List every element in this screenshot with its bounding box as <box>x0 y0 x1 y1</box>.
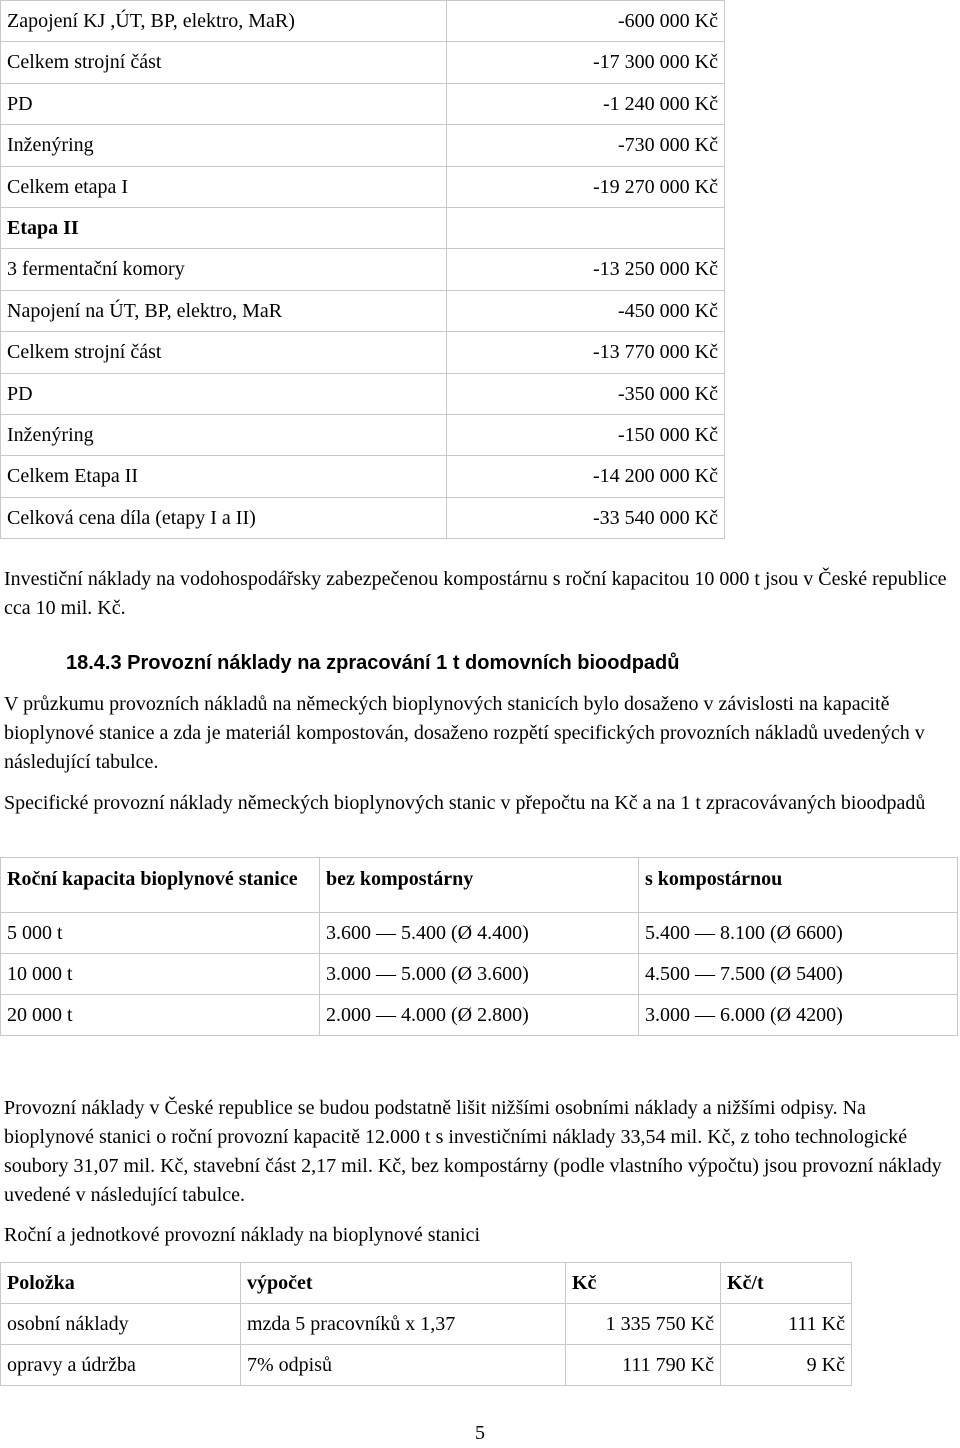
cost-item-label: Zapojení KJ ,ÚT, BP, elektro, MaR) <box>1 1 447 42</box>
header-czk: Kč <box>566 1263 721 1304</box>
cell-without: 3.600 — 5.400 (Ø 4.400) <box>320 913 639 954</box>
header-capacity: Roční kapacita bioplynové stanice <box>1 858 320 913</box>
cell-item: opravy a údržba <box>1 1345 241 1386</box>
table-row <box>1 995 958 1036</box>
cost-item-label: Celkem strojní část <box>1 332 447 373</box>
table-row <box>1 1 725 42</box>
cell-without: 3.000 — 5.000 (Ø 3.600) <box>320 954 639 995</box>
table-row <box>1 290 725 331</box>
table-header-row <box>1 858 958 913</box>
cost-item-value: -14 200 000 Kč <box>447 456 725 497</box>
table-row <box>1 125 725 166</box>
cost-item-label: PD <box>1 83 447 124</box>
table-row <box>1 414 725 455</box>
header-without-composting: bez kompostárny <box>320 858 639 913</box>
table-row <box>1 249 725 290</box>
cell-czk: 111 790 Kč <box>566 1345 721 1386</box>
specific-costs-table <box>0 857 958 1036</box>
cost-item-label: Inženýring <box>1 125 447 166</box>
cost-item-value <box>447 207 725 248</box>
cost-item-value: -13 770 000 Kč <box>447 332 725 373</box>
table-row <box>1 373 725 414</box>
page-number: 5 <box>475 1422 485 1444</box>
cost-item-value: -1 240 000 Kč <box>447 83 725 124</box>
cost-item-label: Celkem strojní část <box>1 42 447 83</box>
table-row <box>1 207 725 248</box>
section-heading: 18.4.3 Provozní náklady na zpracování 1 t domovních bioodpadů <box>66 652 680 674</box>
cost-item-value: -19 270 000 Kč <box>447 166 725 207</box>
table-row <box>1 954 958 995</box>
cell-czk: 1 335 750 Kč <box>566 1304 721 1345</box>
cost-item-value: -33 540 000 Kč <box>447 497 725 538</box>
cell-czk-per-t: 111 Kč <box>721 1304 852 1345</box>
table-row <box>1 166 725 207</box>
paragraph-specific-costs: Specifické provozní náklady německých bioplynových stanic v přepočtu na Kč a na 1 t zpracovávaných bioodpadů <box>4 792 926 814</box>
unit-costs-table <box>0 1262 852 1386</box>
cell-czk-per-t: 9 Kč <box>721 1345 852 1386</box>
paragraph-survey: V průzkumu provozních nákladů na německých bioplynových stanicích bylo dosaženo v závislosti na kapacitě bioplynové stanice a zda je materiál kompostován, dosaženo rozpětí specifických provozních nákladů uvedených v následující tabulce. <box>4 693 925 773</box>
cost-item-label: Celková cena díla (etapy I a II) <box>1 497 447 538</box>
table-row <box>1 42 725 83</box>
cost-summary-table <box>0 0 725 539</box>
cell-capacity: 20 000 t <box>1 995 320 1036</box>
paragraph-czech-costs: Provozní náklady v České republice se budou podstatně lišit nižšími osobními náklady a nižšími odpisy. Na bioplynové stanici o roční provozní kapacitě 12.000 t s investičními náklady 33,54 mil. Kč, z toho technologické soubory 31,07 mil. Kč, stavební část 2,17 mil. Kč, bez kompostárny (podle vlastního výpočtu) jsou provozní náklady uvedené v následující tabulce. <box>4 1097 942 1206</box>
cost-item-value: -17 300 000 Kč <box>447 42 725 83</box>
cell-with: 4.500 — 7.500 (Ø 5400) <box>639 954 958 995</box>
cost-item-label: Napojení na ÚT, BP, elektro, MaR <box>1 290 447 331</box>
table-header-row <box>1 1263 852 1304</box>
cost-item-value: -150 000 Kč <box>447 414 725 455</box>
cell-calculation: 7% odpisů <box>241 1345 566 1386</box>
cell-with: 3.000 — 6.000 (Ø 4200) <box>639 995 958 1036</box>
header-with-composting: s kompostárnou <box>639 858 958 913</box>
paragraph-investment: Investiční náklady na vodohospodářsky zabezpečenou kompostárnu s roční kapacitou 10 000 t jsou v České republice cca 10 mil. Kč. <box>4 568 947 619</box>
cost-item-label: Celkem etapa I <box>1 166 447 207</box>
cost-item-label: Celkem Etapa II <box>1 456 447 497</box>
cost-item-label: Etapa II <box>1 207 447 248</box>
table-row <box>1 1345 852 1386</box>
cell-capacity: 5 000 t <box>1 913 320 954</box>
cell-calculation: mzda 5 pracovníků x 1,37 <box>241 1304 566 1345</box>
table-row <box>1 497 725 538</box>
cost-item-label: Inženýring <box>1 414 447 455</box>
table-row <box>1 456 725 497</box>
table-row <box>1 1304 852 1345</box>
table-row <box>1 332 725 373</box>
cell-with: 5.400 — 8.100 (Ø 6600) <box>639 913 958 954</box>
cost-item-value: -450 000 Kč <box>447 290 725 331</box>
cost-item-value: -13 250 000 Kč <box>447 249 725 290</box>
header-item: Položka <box>1 1263 241 1304</box>
header-czk-per-t: Kč/t <box>721 1263 852 1304</box>
cost-item-value: -350 000 Kč <box>447 373 725 414</box>
table-row <box>1 913 958 954</box>
cell-capacity: 10 000 t <box>1 954 320 995</box>
paragraph-annual-costs: Roční a jednotkové provozní náklady na bioplynové stanici <box>4 1224 480 1246</box>
table-row <box>1 83 725 124</box>
cost-item-label: 3 fermentační komory <box>1 249 447 290</box>
cell-item: osobní náklady <box>1 1304 241 1345</box>
cost-item-value: -600 000 Kč <box>447 1 725 42</box>
cell-without: 2.000 — 4.000 (Ø 2.800) <box>320 995 639 1036</box>
cost-item-value: -730 000 Kč <box>447 125 725 166</box>
cost-item-label: PD <box>1 373 447 414</box>
header-calculation: výpočet <box>241 1263 566 1304</box>
